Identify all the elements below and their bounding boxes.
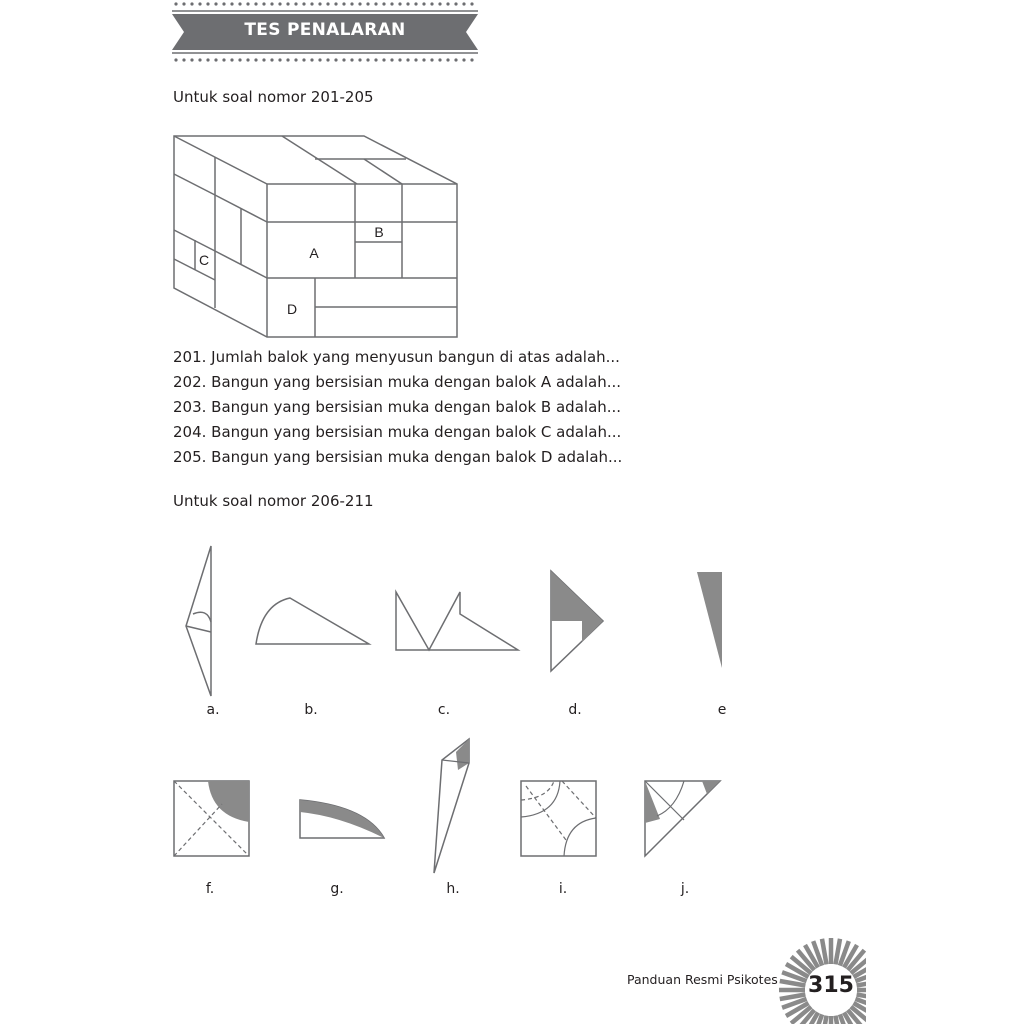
option-label-f: f. xyxy=(205,881,215,897)
question-204: 204. Bangun yang bersisian muka dengan balok C adalah... xyxy=(173,423,622,441)
option-label-i: i. xyxy=(558,881,568,897)
question-202: 202. Bangun yang bersisian muka dengan balok A adalah... xyxy=(173,373,622,391)
option-shape-i xyxy=(521,781,596,856)
option-shapes-row1 xyxy=(180,540,740,705)
option-shape-j xyxy=(645,781,720,856)
header-banner xyxy=(172,0,478,64)
option-shape-b xyxy=(256,598,369,644)
page-title: TES PENALARAN xyxy=(244,20,406,40)
option-label-a: a. xyxy=(206,702,220,718)
block-label-d: D xyxy=(286,301,298,317)
page-number: 315 xyxy=(808,973,854,998)
option-label-j: j. xyxy=(680,881,690,897)
option-label-d: d. xyxy=(568,702,582,718)
block-label-a: A xyxy=(309,245,319,261)
option-label-g: g. xyxy=(330,881,344,897)
option-shape-f xyxy=(174,781,249,856)
option-shape-e xyxy=(697,572,722,668)
section-heading-201-205: Untuk soal nomor 201-205 xyxy=(173,88,374,106)
option-label-e: e xyxy=(717,702,727,718)
question-205: 205. Bangun yang bersisian muka dengan balok D adalah... xyxy=(173,448,623,466)
option-shape-a xyxy=(186,546,211,696)
sunburst-ray xyxy=(836,939,841,965)
question-201: 201. Jumlah balok yang menyusun bangun di atas adalah... xyxy=(173,348,620,366)
block-label-c: C xyxy=(198,252,210,268)
option-shapes-row2 xyxy=(168,735,728,880)
question-203: 203. Bangun yang bersisian muka dengan balok B adalah... xyxy=(173,398,622,416)
option-shape-h xyxy=(434,739,469,873)
option-label-c: c. xyxy=(437,702,451,718)
block-stack-figure xyxy=(170,132,462,342)
option-shape-c xyxy=(396,592,518,650)
option-shape-g xyxy=(300,800,384,838)
question-list-201-205 xyxy=(173,345,622,470)
footer-book-title: Panduan Resmi Psikotes xyxy=(627,972,778,987)
block-label-b: B xyxy=(374,224,384,240)
sunburst-ray xyxy=(822,939,827,965)
option-label-b: b. xyxy=(304,702,318,718)
option-label-h: h. xyxy=(446,881,460,897)
section-heading-206-211: Untuk soal nomor 206-211 xyxy=(173,492,374,510)
